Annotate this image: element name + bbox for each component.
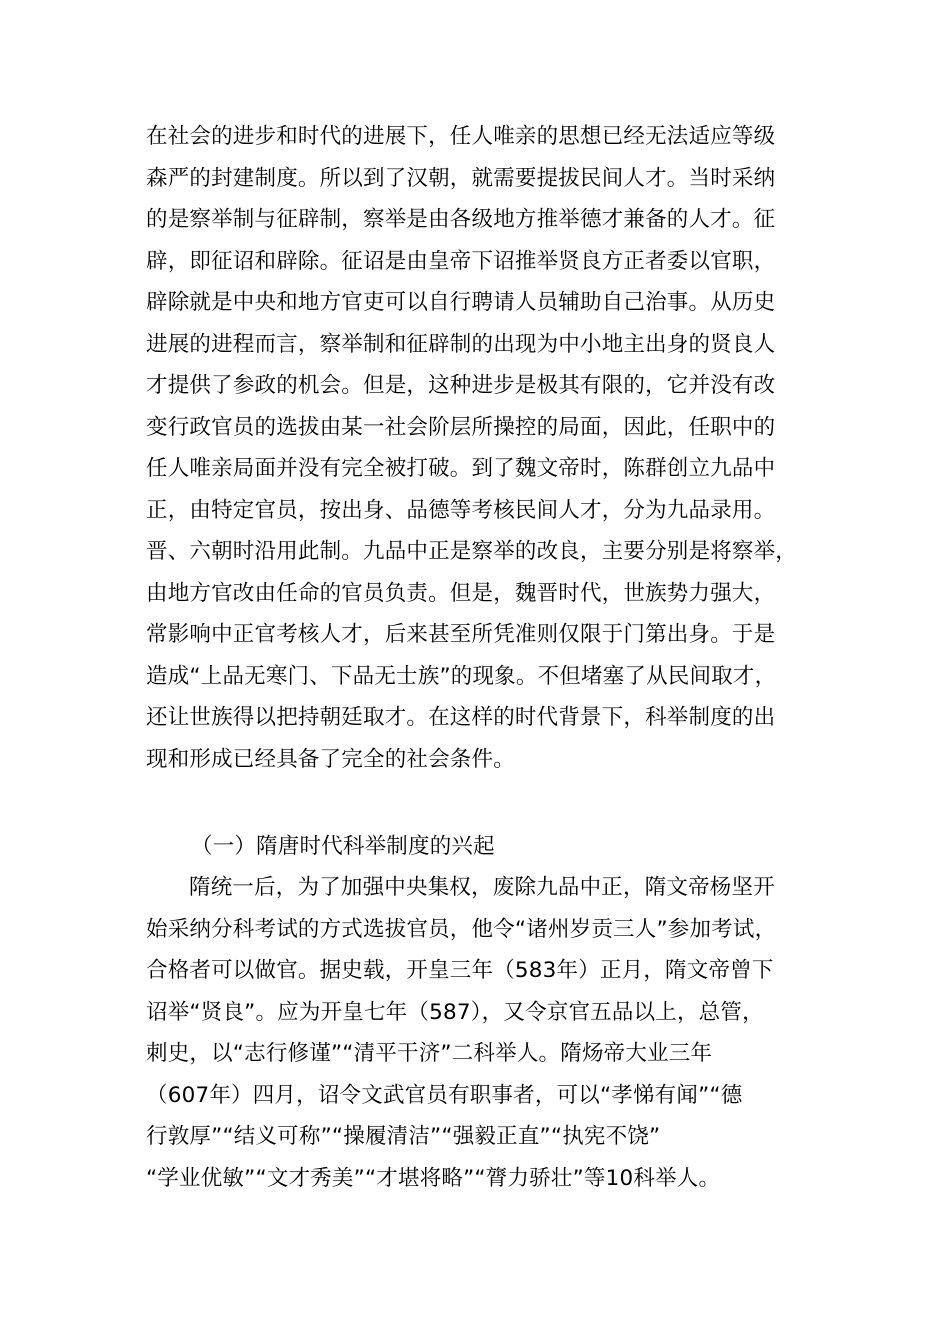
section-heading [146,826,836,868]
text-line: 晋、六朝时沿用此制。九品中正是察举的改良，主要分别是将察举， [146,539,798,564]
text-line: 才提供了参政的机会。但是，这种进步是极其有限的，它并没有改 [146,373,776,398]
text-line: 由地方官改由任命的官员负责。但是，魏晋时代，世族势力强大， [146,580,776,606]
text-line: 还让世族得以把持朝廷取才。在这样的时代背景下，科举制度的出 [146,705,776,730]
text-line: 诏举“贤良”。应为开皇七年（587），又令京官五品以上，总管， [146,999,764,1025]
text-line: 刺史，以“志行修谨”“清平干济”二科举人。隋炀帝大业三年 [146,1041,713,1066]
text-line: 始采纳分科考试的方式选拔官员，他令“诸州岁贡三人”参加考试， [146,916,777,942]
text-line: 进展的进程而言，察举制和征辟制的出现为中小地主出身的贤良人 [146,331,776,357]
text-line: 合格者可以做官。据史载，开皇三年（583年）正月，隋文帝曾下 [146,958,774,983]
text-line: 行敦厚”“结义可称”“操履清洁”“强毅正直”“执宪不饶” [146,1124,661,1149]
text-line: 造成“上品无寒门、下品无士族”的现象。不但堵塞了从民间取才， [146,663,777,689]
text-line: 正，由特定官员，按出身、品德等考核民间人才，分为九品录用。 [146,497,776,523]
text-line: 的是察举制与征辟制，察举是由各级地方推举德才兼备的人才。征 [146,207,776,232]
paragraph-2 [146,867,836,1199]
text-line: “学业优敏”“文才秀美”“才堪将略”“膂力骄壮”等10科举人。 [146,1165,721,1191]
section-heading-text: （一）隋唐时代科举制度的兴起 [191,834,495,859]
text-line: 隋统一后，为了加强中央集权，废除九品中正，隋文帝杨坚开 [189,875,775,900]
text-line: 变行政官员的选拔由某一社会阶层所操控的局面，因此，任职中的 [146,414,776,440]
text-line: 在社会的进步和时代的进展下，任人唯亲的思想已经无法适应等级 [146,124,776,149]
text-line: 任人唯亲局面并没有完全被打破。到了魏文帝时，陈群创立九品中 [146,456,776,481]
text-line: 森严的封建制度。所以到了汉朝，就需要提拔民间人才。当时采纳 [146,165,776,191]
text-line: 常影响中正官考核人才，后来甚至所凭准则仅限于门第出身。于是 [146,622,776,647]
text-line: 现和形成已经具备了完全的社会条件。 [146,746,515,772]
text-line: 辟除就是中央和地方官吏可以自行聘请人员辅助自己治事。从历史 [146,290,776,315]
text-line: （607年）四月，诏令文武官员有职事者，可以“孝悌有闻”“德 [146,1082,743,1108]
text-line: 辟，即征诏和辟除。征诏是由皇帝下诏推举贤良方正者委以官职， [146,248,776,274]
paragraph-1 [146,116,836,780]
